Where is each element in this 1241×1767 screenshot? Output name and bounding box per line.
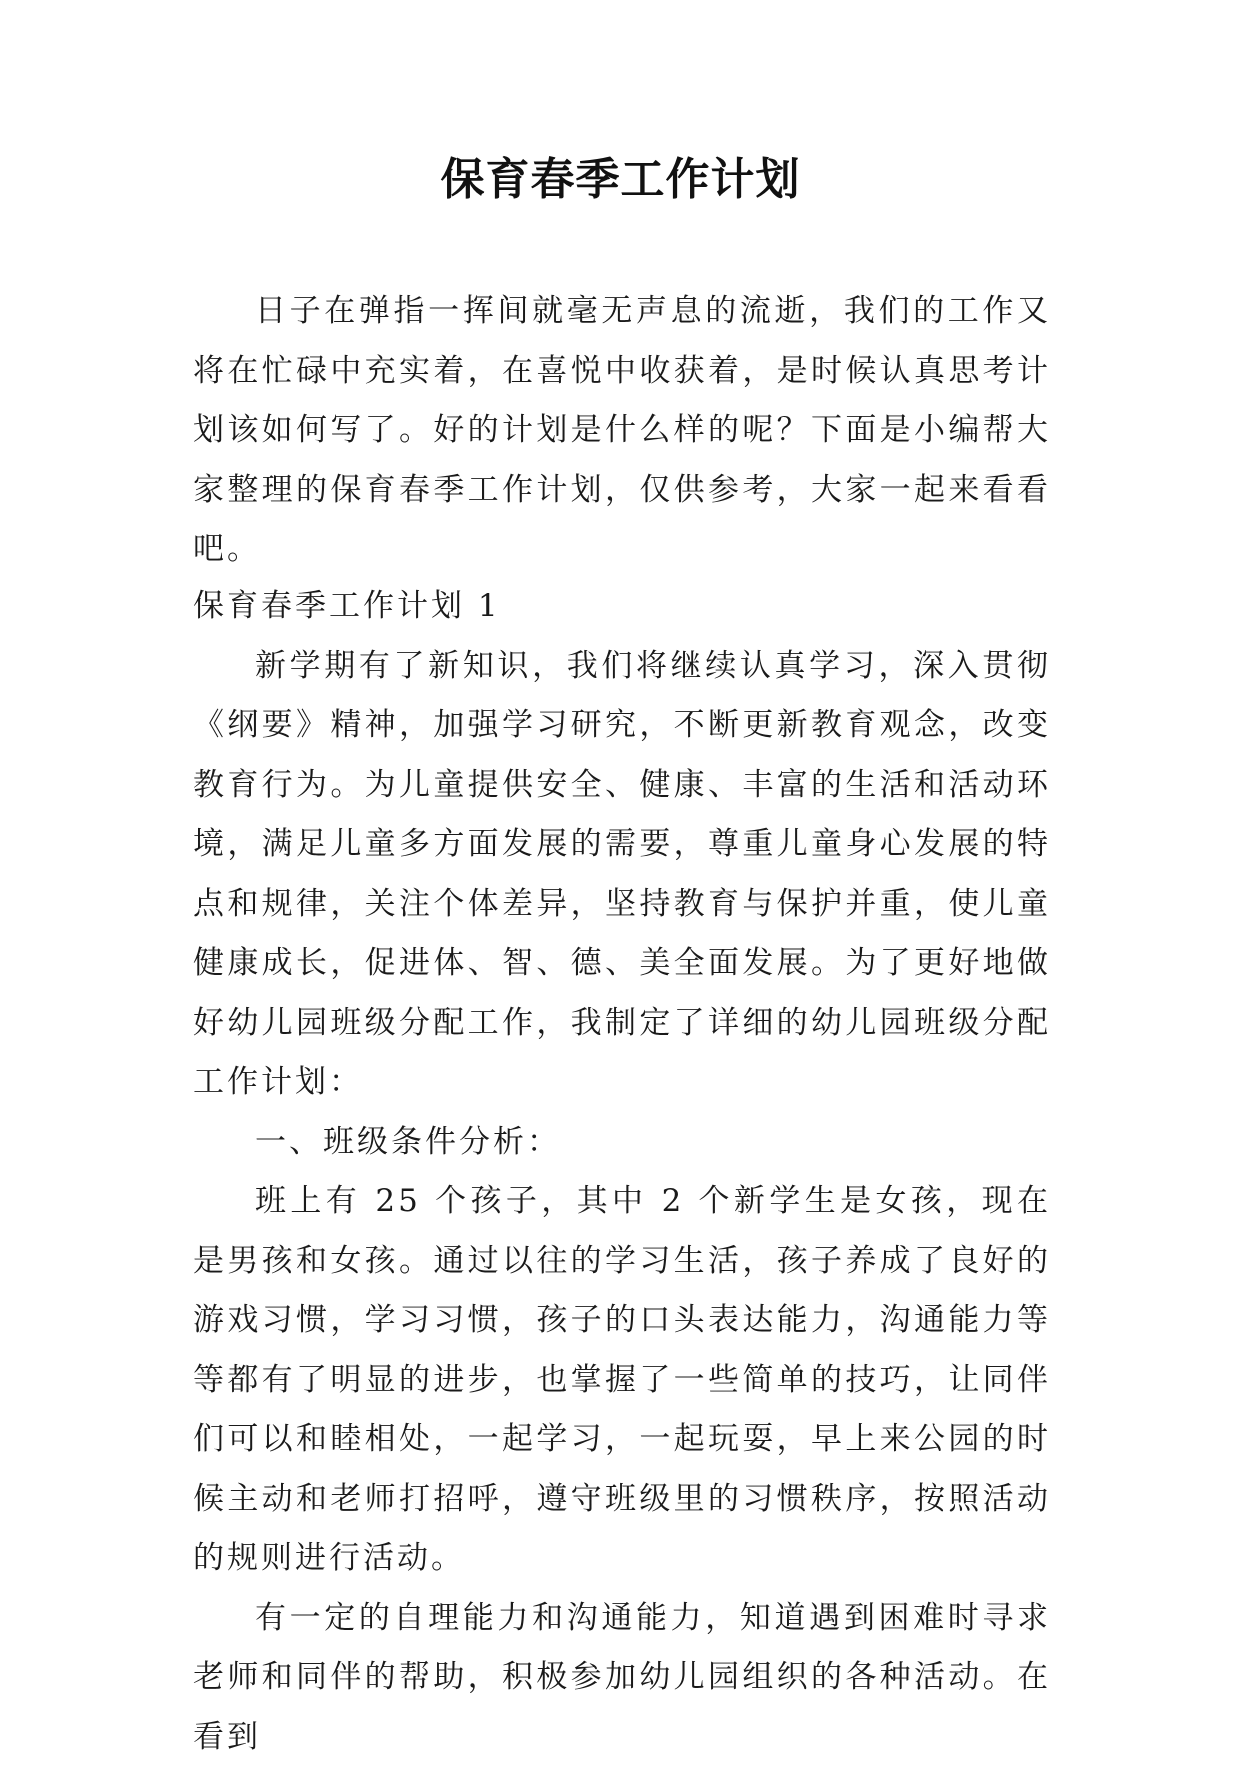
intro-paragraph: 日子在弹指一挥间就毫无声息的流逝，我们的工作又将在忙碌中充实着，在喜悦中收获着，是时候认真思考计划该如何写了。好的计划是什么样的呢？下面是小编帮大家整理的保育春季工作计划，仅供参考，大家一起来看看吧。: [193, 282, 1051, 580]
body-paragraph-3: 班上有 25 个孩子，其中 2 个新学生是女孩，现在是男孩和女孩。通过以往的学习生活，孩子养成了良好的游戏习惯，学习习惯，孩子的口头表达能力，沟通能力等等都有了明显的进步，也掌握了一些简单的技巧，让同伴们可以和睦相处，一起学习，一起玩耍，早上来公园的时候主动和老师打招呼，遵守班级里的习惯秩序，按照活动的规则进行活动。: [193, 1172, 1051, 1589]
section-block: [193, 577, 1051, 1767]
intro-block: [193, 282, 1051, 580]
section-heading: 保育春季工作计划 1: [193, 577, 1051, 637]
body-paragraph-4: 有一定的自理能力和沟通能力，知道遇到困难时寻求老师和同伴的帮助，积极参加幼儿园组织的各种活动。在看到: [193, 1589, 1051, 1767]
body-paragraph-1: 新学期有了新知识，我们将继续认真学习，深入贯彻《纲要》精神，加强学习研究，不断更新教育观念，改变教育行为。为儿童提供安全、健康、丰富的生活和活动环境，满足儿童多方面发展的需要，尊重儿童身心发展的特点和规律，关注个体差异，坚持教育与保护并重，使儿童健康成长，促进体、智、德、美全面发展。为了更好地做好幼儿园班级分配工作，我制定了详细的幼儿园班级分配工作计划：: [193, 637, 1051, 1113]
document-title: 保育春季工作计划: [0, 150, 1241, 210]
body-paragraph-2: 一、班级条件分析：: [193, 1113, 1051, 1173]
